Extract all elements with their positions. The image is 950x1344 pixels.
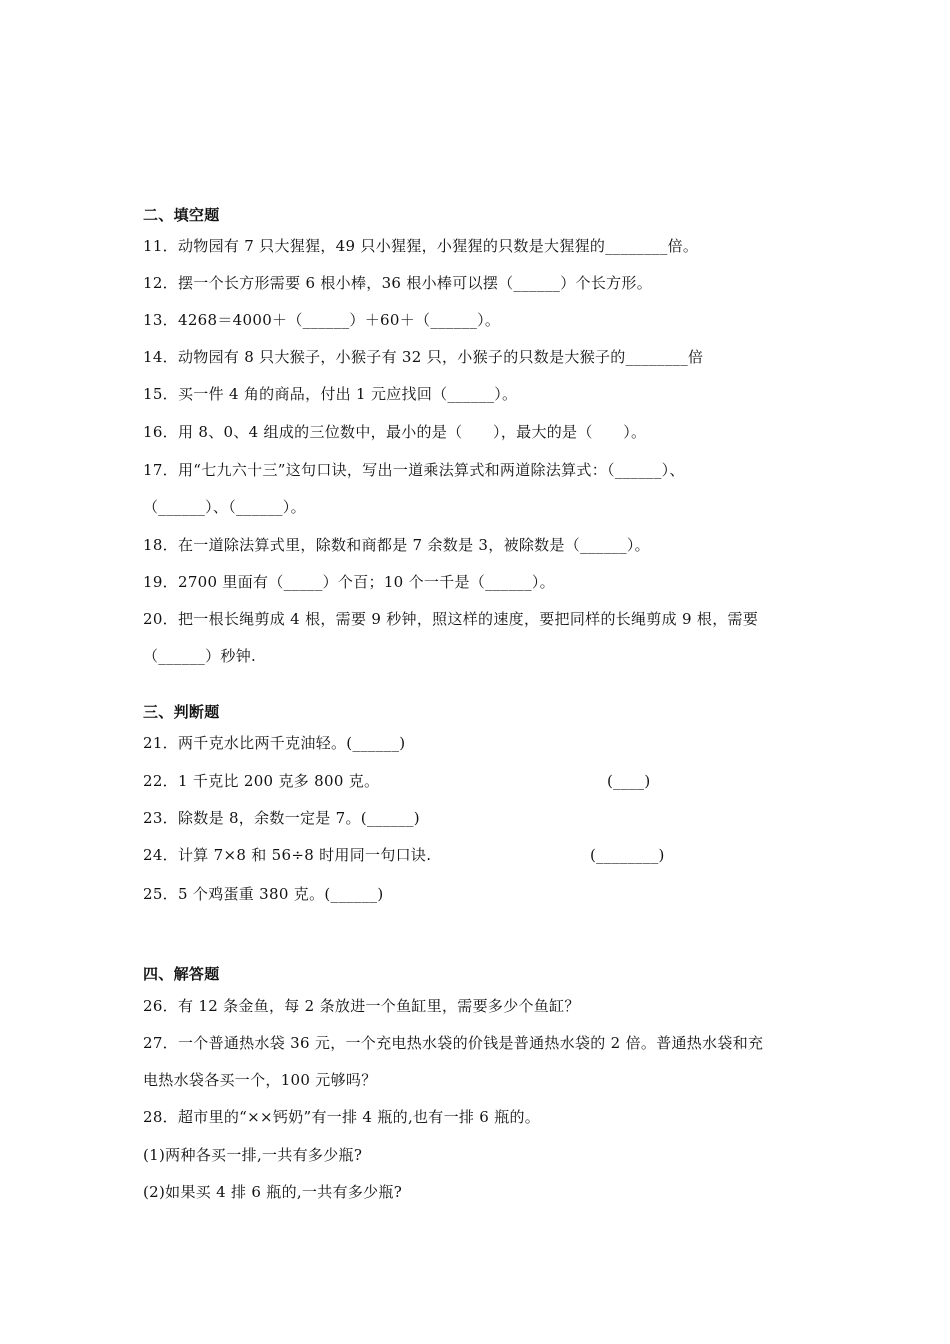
question-17-line-1: 17．用“七九六十三”这句口诀，写出一道乘法算式和两道除法算式：（______）、	[143, 461, 685, 479]
question-22-answer-blank: (____)	[607, 772, 651, 790]
question-11: 11．动物园有 7 只大猩猩，49 只小猩猩，小猩猩的只数是大猩猩的________倍。	[143, 237, 699, 255]
question-20-line-1: 20．把一根长绳剪成 4 根，需要 9 秒钟，照这样的速度，要把同样的长绳剪成 9 根，需要	[143, 610, 759, 628]
question-27-line-1: 27．一个普通热水袋 36 元，一个充电热水袋的价钱是普通热水袋的 2 倍。普通热水袋和充	[143, 1034, 764, 1052]
question-22: 22．1 千克比 200 克多 800 克。	[143, 772, 380, 790]
question-26: 26．有 12 条金鱼，每 2 条放进一个鱼缸里，需要多少个鱼缸？	[143, 997, 580, 1015]
question-14: 14．动物园有 8 只大猴子，小猴子有 32 只，小猴子的只数是大猴子的________倍	[143, 348, 704, 366]
question-16: 16．用 8、0、4 组成的三位数中，最小的是（ ），最大的是（ ）。	[143, 423, 647, 441]
question-27-line-2: 电热水袋各买一个，100 元够吗？	[143, 1071, 377, 1089]
question-23: 23．除数是 8，余数一定是 7。(______)	[143, 809, 420, 827]
question-13: 13．4268＝4000＋（______）＋60＋（______）。	[143, 311, 501, 329]
question-28-part-2: (2)如果买 4 排 6 瓶的,一共有多少瓶?	[143, 1183, 403, 1201]
question-24: 24．计算 7×8 和 56÷8 时用同一句口诀.	[143, 846, 432, 864]
question-28-part-1: (1)两种各买一排,一共有多少瓶?	[143, 1146, 363, 1164]
section-heading-solve: 四、解答题	[143, 965, 220, 983]
question-21: 21．两千克水比两千克油轻。(______)	[143, 734, 406, 752]
section-heading-fill-blank: 二、填空题	[143, 206, 220, 224]
question-12: 12．摆一个长方形需要 6 根小棒，36 根小棒可以摆（______）个长方形。	[143, 274, 653, 292]
question-17-line-2: （______）、（______）。	[143, 498, 306, 516]
question-18: 18．在一道除法算式里，除数和商都是 7 余数是 3，被除数是（______）。	[143, 536, 650, 554]
question-15: 15．买一件 4 角的商品，付出 1 元应找回（______）。	[143, 385, 518, 403]
section-heading-true-false: 三、判断题	[143, 703, 220, 721]
question-25: 25．5 个鸡蛋重 380 克。(______)	[143, 885, 384, 903]
question-20-line-2: （______）秒钟.	[143, 647, 257, 665]
question-19: 19．2700 里面有（_____）个百；10 个一千是（______）。	[143, 573, 555, 591]
question-24-answer-blank: (________)	[590, 846, 665, 864]
question-28: 28．超市里的“××钙奶”有一排 4 瓶的,也有一排 6 瓶的。	[143, 1108, 541, 1126]
